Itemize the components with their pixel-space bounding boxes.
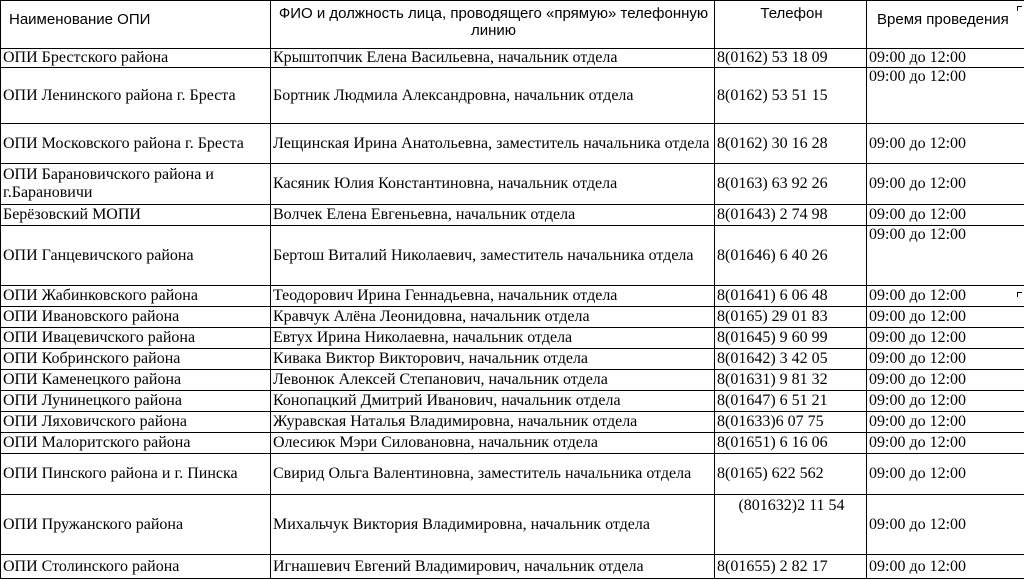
cell-name: ОПИ Ляховичского района xyxy=(1,412,271,433)
table-row xyxy=(1,370,1024,391)
cell-time: 09:00 до 12:00 xyxy=(867,433,1024,454)
cell-name: ОПИ Каменецкого района xyxy=(1,370,271,391)
cell-phone: 8(01643) 2 74 98 xyxy=(715,205,867,226)
cell-time: 09:00 до 12:00 xyxy=(867,412,1024,433)
cell-name: ОПИ Лунинецкого района xyxy=(1,391,271,412)
cell-time: 09:00 до 12:00 xyxy=(867,495,1024,555)
cell-phone: 8(01645) 9 60 99 xyxy=(715,328,867,349)
cell-person: Кивака Виктор Викторович, начальник отдела xyxy=(271,349,715,370)
cell-phone: 8(01651) 6 16 06 xyxy=(715,433,867,454)
cell-time: 09:00 до 12:00 xyxy=(867,370,1024,391)
cell-person: Михальчук Виктория Владимировна, начальник отдела xyxy=(271,495,715,555)
cell-name: ОПИ Пружанского района xyxy=(1,495,271,555)
cell-person: Свирид Ольга Валентиновна, заместитель начальника отдела xyxy=(271,454,715,495)
table-edge-mark xyxy=(1017,6,1022,11)
table-row xyxy=(1,124,1024,164)
cell-name: Берёзовский МОПИ xyxy=(1,205,271,226)
table-row xyxy=(1,226,1024,286)
cell-name: ОПИ Московского района г. Бреста xyxy=(1,124,271,164)
cell-name: ОПИ Кобринского района xyxy=(1,349,271,370)
cell-name: ОПИ Ленинского района г. Бреста xyxy=(1,68,271,124)
cell-time: 09:00 до 12:00 xyxy=(867,205,1024,226)
table-row xyxy=(1,349,1024,370)
cell-person: Олесиюк Мэри Силовановна, начальник отдела xyxy=(271,433,715,454)
cell-name: ОПИ Ивановского района xyxy=(1,307,271,328)
cell-person: Бортник Людмила Александровна, начальник отдела xyxy=(271,68,715,124)
cell-time: 09:00 до 12:00 xyxy=(867,391,1024,412)
table-row xyxy=(1,555,1024,579)
cell-person: Волчек Елена Евгеньевна, начальник отдела xyxy=(271,205,715,226)
cell-time: 09:00 до 12:00 xyxy=(867,124,1024,164)
table-row xyxy=(1,286,1024,307)
cell-name: ОПИ Барановичского района и г.Барановичи xyxy=(1,164,271,205)
cell-phone: 8(01631) 9 81 32 xyxy=(715,370,867,391)
cell-time: 09:00 до 12:00 xyxy=(867,164,1024,205)
cell-phone: 8(0162) 30 16 28 xyxy=(715,124,867,164)
cell-person: Кравчук Алёна Леонидовна, начальник отдела xyxy=(271,307,715,328)
cell-person: Теодорович Ирина Геннадьевна, начальник отдела xyxy=(271,286,715,307)
cell-time: 09:00 до 12:00 xyxy=(867,349,1024,370)
cell-name: ОПИ Брестского района xyxy=(1,49,271,68)
cell-name: ОПИ Ивацевичского района xyxy=(1,328,271,349)
cell-phone: 8(0162) 53 51 15 xyxy=(715,68,867,124)
cell-phone: 8(01647) 6 51 21 xyxy=(715,391,867,412)
cell-time: 09:00 до 12:00 xyxy=(867,454,1024,495)
cell-person: Игнашевич Евгений Владимирович, начальник отдела xyxy=(271,555,715,579)
table-row xyxy=(1,68,1024,124)
table-row xyxy=(1,433,1024,454)
table-row xyxy=(1,307,1024,328)
cell-name: ОПИ Ганцевичского района xyxy=(1,226,271,286)
cell-name: ОПИ Столинского района xyxy=(1,555,271,579)
cell-person: Евтух Ирина Николаевна, начальник отдела xyxy=(271,328,715,349)
cell-time: 09:00 до 12:00 xyxy=(867,226,1024,286)
cell-person: Лещинская Ирина Анатольевна, заместитель начальника отдела xyxy=(271,124,715,164)
table-row xyxy=(1,412,1024,433)
cell-time: 09:00 до 12:00 xyxy=(867,555,1024,579)
header-phone: Телефон xyxy=(715,1,867,49)
cell-phone: (801632)2 11 54 xyxy=(715,495,867,555)
cell-phone: 8(01642) 3 42 05 xyxy=(715,349,867,370)
cell-phone: 8(0163) 63 92 26 xyxy=(715,164,867,205)
table-row xyxy=(1,454,1024,495)
header-name: Наименование ОПИ xyxy=(1,1,271,49)
cell-person: Касяник Юлия Константиновна, начальник отдела xyxy=(271,164,715,205)
cell-time: 09:00 до 12:00 xyxy=(867,286,1024,307)
cell-phone: 8(01641) 6 06 48 xyxy=(715,286,867,307)
cell-name: ОПИ Жабинковского района xyxy=(1,286,271,307)
cell-name: ОПИ Малоритского района xyxy=(1,433,271,454)
table-row xyxy=(1,164,1024,205)
cell-name: ОПИ Пинского района и г. Пинска xyxy=(1,454,271,495)
table-row xyxy=(1,205,1024,226)
cell-person: Журавская Наталья Владимировна, начальник отдела xyxy=(271,412,715,433)
table-row xyxy=(1,49,1024,68)
table-row xyxy=(1,391,1024,412)
cell-phone: 8(0165) 29 01 83 xyxy=(715,307,867,328)
cell-phone: 8(0162) 53 18 09 xyxy=(715,49,867,68)
header-time: Время проведения xyxy=(867,1,1024,49)
cell-phone: 8(01646) 6 40 26 xyxy=(715,226,867,286)
cell-time: 09:00 до 12:00 xyxy=(867,68,1024,124)
cell-time: 09:00 до 12:00 xyxy=(867,328,1024,349)
cell-phone: 8(01633)6 07 75 xyxy=(715,412,867,433)
cell-person: Бертош Виталий Николаевич, заместитель начальника отдела xyxy=(271,226,715,286)
table-header-row xyxy=(1,1,1024,49)
cell-time: 09:00 до 12:00 xyxy=(867,49,1024,68)
table-row xyxy=(1,328,1024,349)
cell-phone: 8(0165) 622 562 xyxy=(715,454,867,495)
header-person: ФИО и должность лица, проводящего «прямую» телефонную линию xyxy=(271,1,715,49)
table-edge-mark xyxy=(1017,292,1022,297)
cell-time: 09:00 до 12:00 xyxy=(867,307,1024,328)
table-row xyxy=(1,495,1024,555)
cell-phone: 8(01655) 2 82 17 xyxy=(715,555,867,579)
cell-person: Левонюк Алексей Степанович, начальник отдела xyxy=(271,370,715,391)
cell-person: Крыштопчик Елена Васильевна, начальник отдела xyxy=(271,49,715,68)
cell-person: Конопацкий Дмитрий Иванович, начальник отдела xyxy=(271,391,715,412)
